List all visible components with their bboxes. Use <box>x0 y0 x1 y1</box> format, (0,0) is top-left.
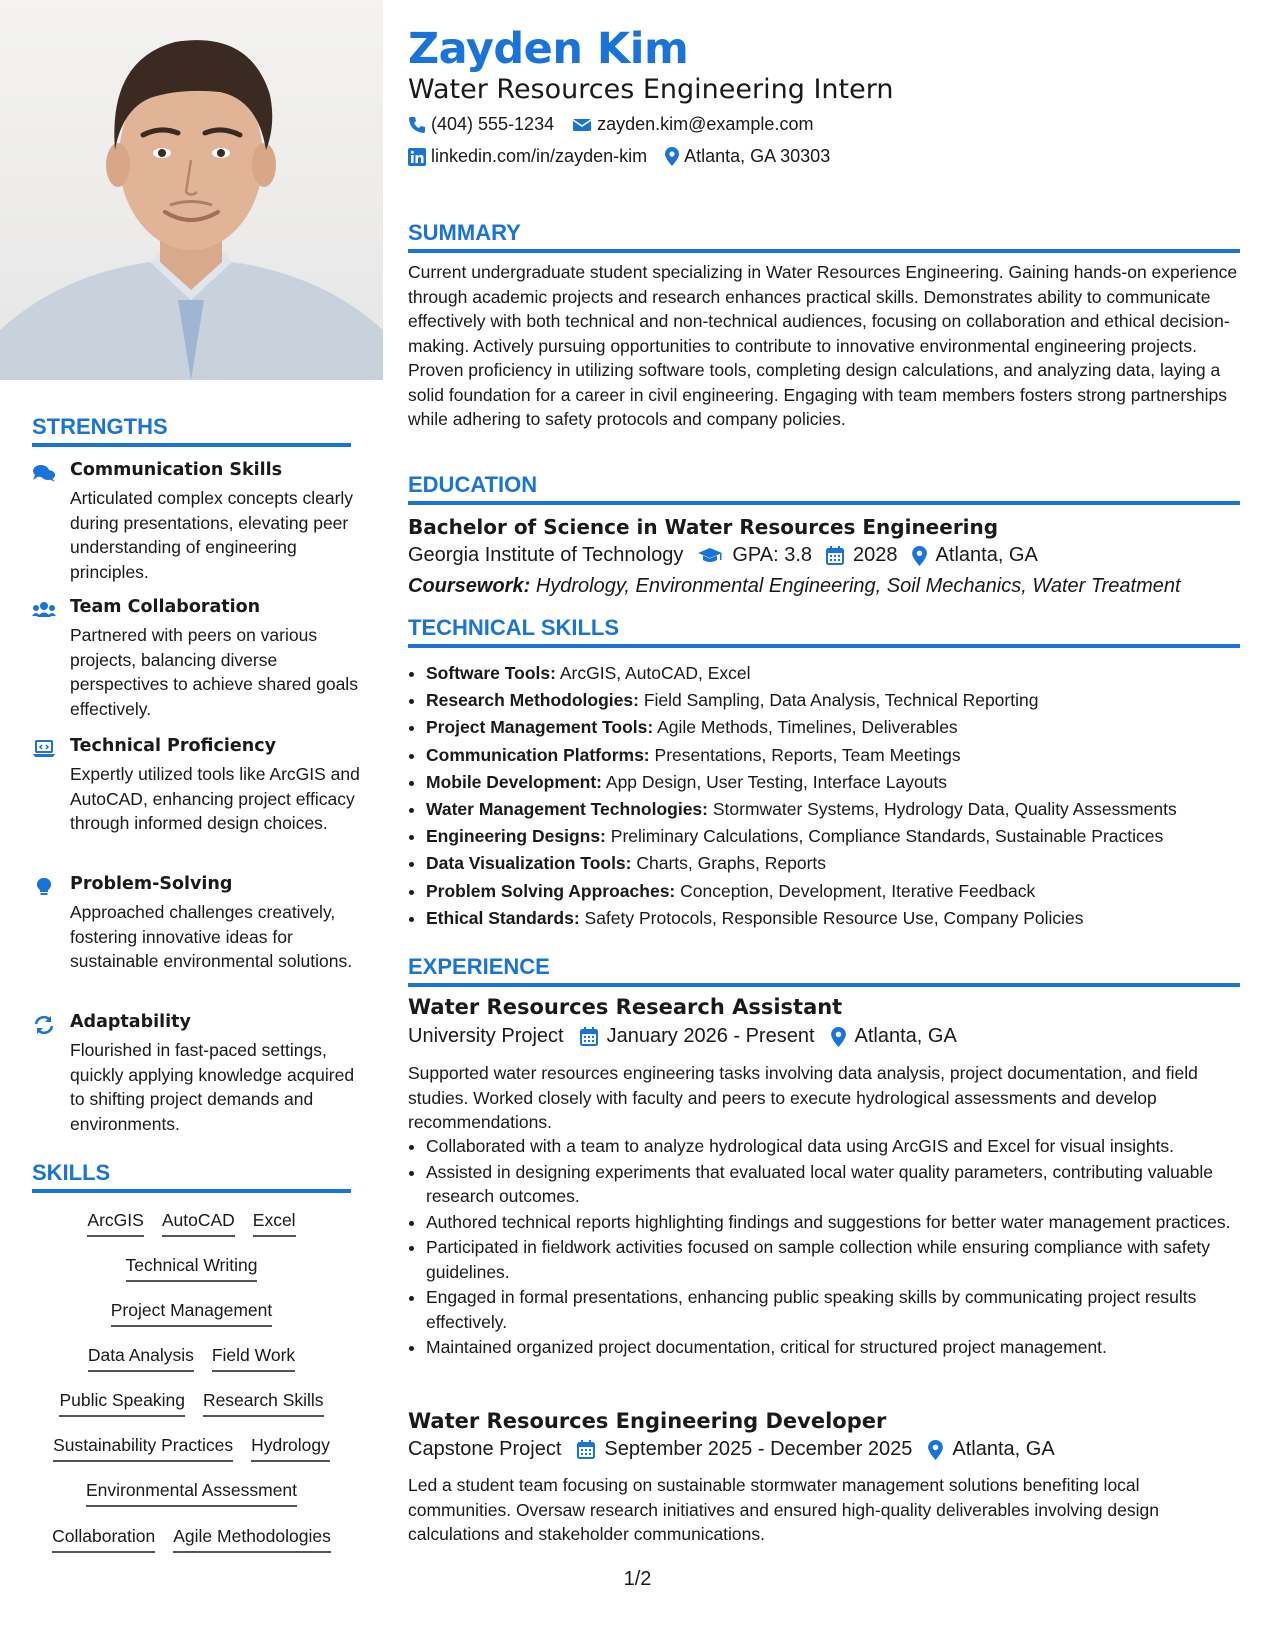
school: Georgia Institute of Technology <box>408 544 684 566</box>
list-item: • Communication Platforms: Presentations, Reports, Team Meetings <box>426 742 1240 769</box>
gpa: GPA: 3.8 <box>732 544 813 566</box>
strength-title: Adaptability <box>70 1012 191 1032</box>
contact-row <box>408 146 848 167</box>
graduation-cap-icon <box>697 547 723 565</box>
list-item: • Assisted in designing experiments that evaluated local water quality parameters, contributing valuable research outcomes. <box>426 1160 1240 1209</box>
job-location-item <box>928 1438 1054 1461</box>
list-item: • Research Methodologies: Field Sampling, Data Analysis, Technical Reporting <box>426 687 1240 714</box>
map-pin-icon <box>831 1027 846 1047</box>
job-dates: January 2026 - Present <box>606 1025 815 1047</box>
list-item: • Engineering Designs: Preliminary Calculations, Compliance Standards, Sustainable Practices <box>426 823 1240 850</box>
candidate-title: Water Resources Engineering Intern <box>408 74 894 105</box>
skill-row <box>32 1300 351 1327</box>
job-dates-item <box>580 1025 815 1048</box>
education-details <box>408 544 1052 567</box>
list-item: • Maintained organized project documentation, critical for structured project management. <box>426 1335 1240 1360</box>
calendar-icon <box>826 546 844 565</box>
list-item: • Collaborated with a team to analyze hydrological data using ArcGIS and Excel for visual insights. <box>426 1134 1240 1159</box>
map-pin-icon <box>928 1440 943 1460</box>
strength-title: Technical Proficiency <box>70 736 276 756</box>
strength-title: Problem-Solving <box>70 874 233 894</box>
list-item: • Data Visualization Tools: Charts, Graphs, Reports <box>426 850 1240 877</box>
summary-text: Current undergraduate student specializing in Water Resources Engineering. Gaining hands-on experience through academic projects and research enhances practical skills. Demonstrates ability to communicate effectively with both technical and non-technical audiences, focusing on collaboration and ethical decision-making. Actively pursuing opportunities to contribute to innovative environmental engineering projects. Proven proficiency in utilizing software tools, completing design calculations, and analyzing data, laying a solid foundation for a career in civil engineering. Engaging with team members fosters strong partnerships while adhering to safety protocols and company policies. <box>408 262 1238 429</box>
job-location-item <box>831 1025 957 1048</box>
linkedin-contact[interactable] <box>408 146 647 167</box>
map-pin-icon <box>665 147 679 166</box>
skill-tag: Research Skills <box>203 1390 324 1417</box>
skill-tag: ArcGIS <box>87 1210 143 1237</box>
technical-skills-list <box>408 660 1240 932</box>
edu-location-item <box>912 544 1038 567</box>
users-icon <box>32 600 56 620</box>
skill-tag: Data Analysis <box>88 1345 194 1372</box>
skill-tag: Project Management <box>111 1300 272 1327</box>
list-item: • Problem Solving Approaches: Conception, Development, Iterative Feedback <box>426 878 1240 905</box>
strength-desc: Flourished in fast-paced settings, quickly applying knowledge acquired to shifting project demands and environments. <box>70 1040 355 1134</box>
candidate-name: Zayden Kim <box>408 24 689 74</box>
contact-row <box>408 114 831 135</box>
coursework-list: Hydrology, Environmental Engineering, Soil Mechanics, Water Treatment <box>535 575 1181 597</box>
skill-row <box>32 1480 351 1507</box>
strength-desc: Partnered with peers on various projects, balancing diverse perspectives to achieve shared goals effectively. <box>70 625 358 719</box>
job-description: Supported water resources engineering tasks involving data analysis, project documentation, and field studies. Worked closely with faculty and peers to execute hydrological assessments and develop recommendations. <box>408 1063 1198 1132</box>
envelope-icon <box>572 117 592 133</box>
degree: Bachelor of Science in Water Resources Engineering <box>408 515 999 539</box>
skill-row <box>32 1255 351 1282</box>
skill-tag: Field Work <box>212 1345 295 1372</box>
linkedin-text: linkedin.com/in/zayden-kim <box>431 146 648 166</box>
list-item: • Mobile Development: App Design, User Testing, Interface Layouts <box>426 769 1240 796</box>
gpa-item <box>697 544 812 567</box>
location-text: Atlanta, GA 30303 <box>684 146 831 166</box>
calendar-icon <box>577 1440 595 1459</box>
lightbulb-icon <box>32 877 56 897</box>
job-meta <box>408 1438 1071 1461</box>
phone-text: (404) 555-1234 <box>431 114 555 134</box>
job-dates: September 2025 - December 2025 <box>604 1438 913 1460</box>
sync-icon <box>32 1015 56 1035</box>
laptop-code-icon <box>32 739 56 759</box>
skill-row <box>32 1390 351 1417</box>
job-location: Atlanta, GA <box>854 1025 957 1047</box>
job-org: University Project <box>408 1025 564 1047</box>
job-meta <box>408 1025 973 1048</box>
location-contact <box>665 146 830 167</box>
skill-tag: Technical Writing <box>126 1255 258 1282</box>
list-item: • Authored technical reports highlighting findings and suggestions for better water management practices. <box>426 1210 1240 1235</box>
list-item: • Engaged in formal presentations, enhancing public speaking skills by communicating project results effectively. <box>426 1285 1240 1334</box>
list-item: • Software Tools: ArcGIS, AutoCAD, Excel <box>426 660 1240 687</box>
list-item: • Participated in fieldwork activities focused on sample collection while ensuring compliance with safety guidelines. <box>426 1235 1240 1284</box>
list-item: • Water Management Technologies: Stormwater Systems, Hydrology Data, Quality Assessments <box>426 796 1240 823</box>
experience-heading: EXPERIENCE <box>408 954 1240 987</box>
job-bullets <box>408 1134 1240 1361</box>
email-text: zayden.kim@example.com <box>597 114 814 134</box>
skill-tag: Collaboration <box>52 1526 155 1553</box>
job-title: Water Resources Engineering Developer <box>408 1409 887 1433</box>
left-column <box>0 0 383 1650</box>
list-item: • Ethical Standards: Safety Protocols, Responsible Resource Use, Company Policies <box>426 905 1240 932</box>
job-dates-item <box>577 1438 912 1461</box>
skill-tag: Sustainability Practices <box>53 1435 233 1462</box>
strength-desc: Articulated complex concepts clearly during presentations, elevating peer understanding of engineering principles. <box>70 488 354 582</box>
technical-skills-heading: TECHNICAL SKILLS <box>408 615 1240 648</box>
phone-icon <box>408 116 426 134</box>
skill-row <box>32 1435 351 1462</box>
year-item <box>826 544 898 567</box>
skill-tag: Agile Methodologies <box>173 1526 331 1553</box>
skill-tag: Public Speaking <box>59 1390 185 1417</box>
job-description: Led a student team focusing on sustainable stormwater management solutions benefiting local communities. Oversaw research initiatives and ensured high-quality deliverables involving design calculations and stakeholder communications. <box>408 1475 1159 1544</box>
page-number: 1/2 <box>623 1568 652 1590</box>
summary-heading: SUMMARY <box>408 220 1240 253</box>
strength-title: Communication Skills <box>70 460 283 480</box>
calendar-icon <box>580 1027 598 1046</box>
map-pin-icon <box>912 546 927 566</box>
education-heading: EDUCATION <box>408 472 1240 505</box>
job-title: Water Resources Research Assistant <box>408 995 843 1019</box>
coursework <box>408 575 1181 598</box>
skill-tag: AutoCAD <box>162 1210 235 1237</box>
edu-location: Atlanta, GA <box>935 544 1038 566</box>
skill-row <box>32 1526 351 1553</box>
grad-year: 2028 <box>853 544 898 566</box>
skill-row <box>32 1345 351 1372</box>
skill-tag: Excel <box>253 1210 296 1237</box>
skill-tag: Environmental Assessment <box>86 1480 297 1507</box>
list-item: • Project Management Tools: Agile Methods, Timelines, Deliverables <box>426 714 1240 741</box>
strengths-heading: STRENGTHS <box>32 414 351 447</box>
job-org: Capstone Project <box>408 1438 562 1460</box>
strength-title: Team Collaboration <box>70 597 261 617</box>
strength-desc: Expertly utilized tools like ArcGIS and AutoCAD, enhancing project efficacy through informed design choices. <box>70 764 360 833</box>
skills-heading: SKILLS <box>32 1160 351 1193</box>
linkedin-icon <box>408 148 426 166</box>
strength-desc: Approached challenges creatively, fostering innovative ideas for sustainable environmental solutions. <box>70 902 353 971</box>
job-location: Atlanta, GA <box>952 1438 1055 1460</box>
email-contact[interactable] <box>572 114 813 135</box>
skill-row <box>32 1210 351 1237</box>
coursework-label: Coursework: <box>408 575 531 597</box>
skill-tag: Hydrology <box>251 1435 330 1462</box>
comments-icon <box>32 463 56 483</box>
profile-photo <box>0 0 383 380</box>
phone-contact[interactable] <box>408 114 554 135</box>
